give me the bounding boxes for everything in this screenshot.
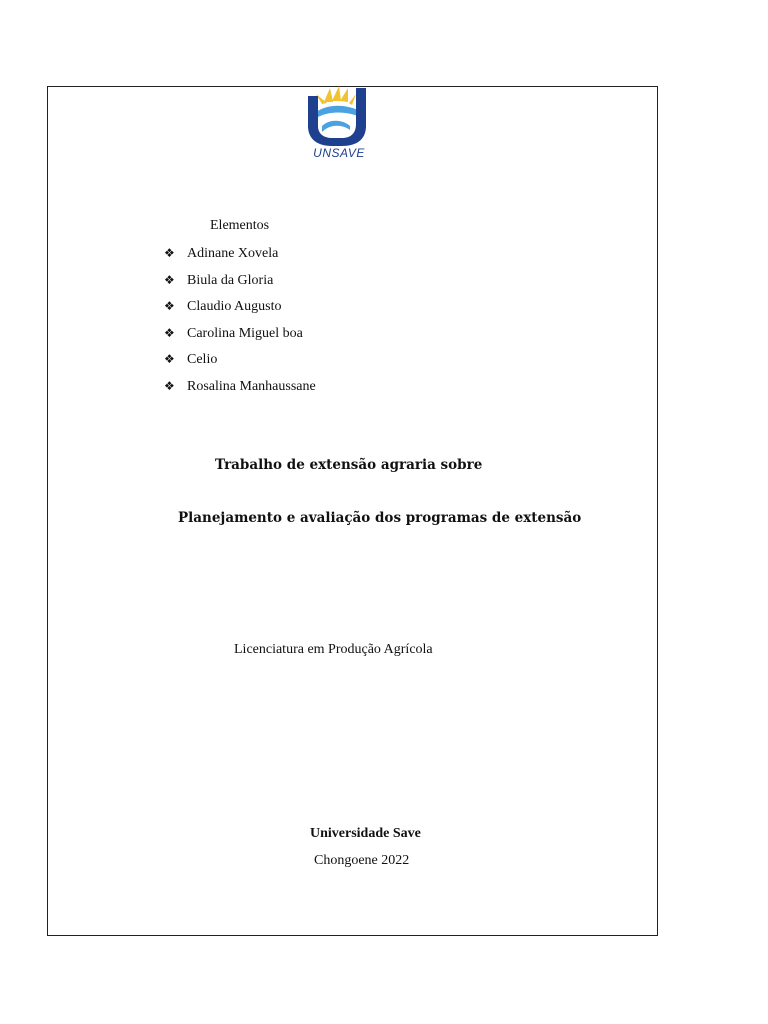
university-emblem-icon xyxy=(302,86,376,148)
list-item xyxy=(164,377,316,404)
university-name: Universidade Save xyxy=(310,826,421,841)
member-name: Celio xyxy=(187,352,218,367)
member-name: Claudio Augusto xyxy=(187,299,282,314)
member-name: Adinane Xovela xyxy=(187,246,279,261)
list-item xyxy=(164,271,316,298)
list-item xyxy=(164,244,316,271)
diamond-bullet-icon: ❖ xyxy=(164,352,175,366)
place-and-year: Chongoene 2022 xyxy=(314,853,410,868)
diamond-bullet-icon: ❖ xyxy=(164,325,175,340)
list-item xyxy=(164,324,316,351)
member-name: Rosalina Manhaussane xyxy=(187,378,316,394)
diamond-bullet-icon: ❖ xyxy=(164,272,175,287)
logo-wordmark: UNSAVE xyxy=(313,146,365,160)
member-name: Carolina Miguel boa xyxy=(187,325,303,341)
list-item xyxy=(164,297,316,324)
work-title: Trabalho de extensão agraria sobre xyxy=(215,457,483,473)
list-item xyxy=(164,350,316,377)
course-name: Licenciatura em Produção Agrícola xyxy=(234,642,433,657)
members-heading: Elementos xyxy=(210,218,270,233)
diamond-bullet-icon: ❖ xyxy=(164,246,175,260)
members-list xyxy=(164,244,316,403)
diamond-bullet-icon: ❖ xyxy=(164,378,175,393)
member-name: Biula da Gloria xyxy=(187,272,274,288)
work-subtitle: Planejamento e avaliação dos programas de extensão xyxy=(178,510,582,526)
diamond-bullet-icon: ❖ xyxy=(164,299,175,313)
